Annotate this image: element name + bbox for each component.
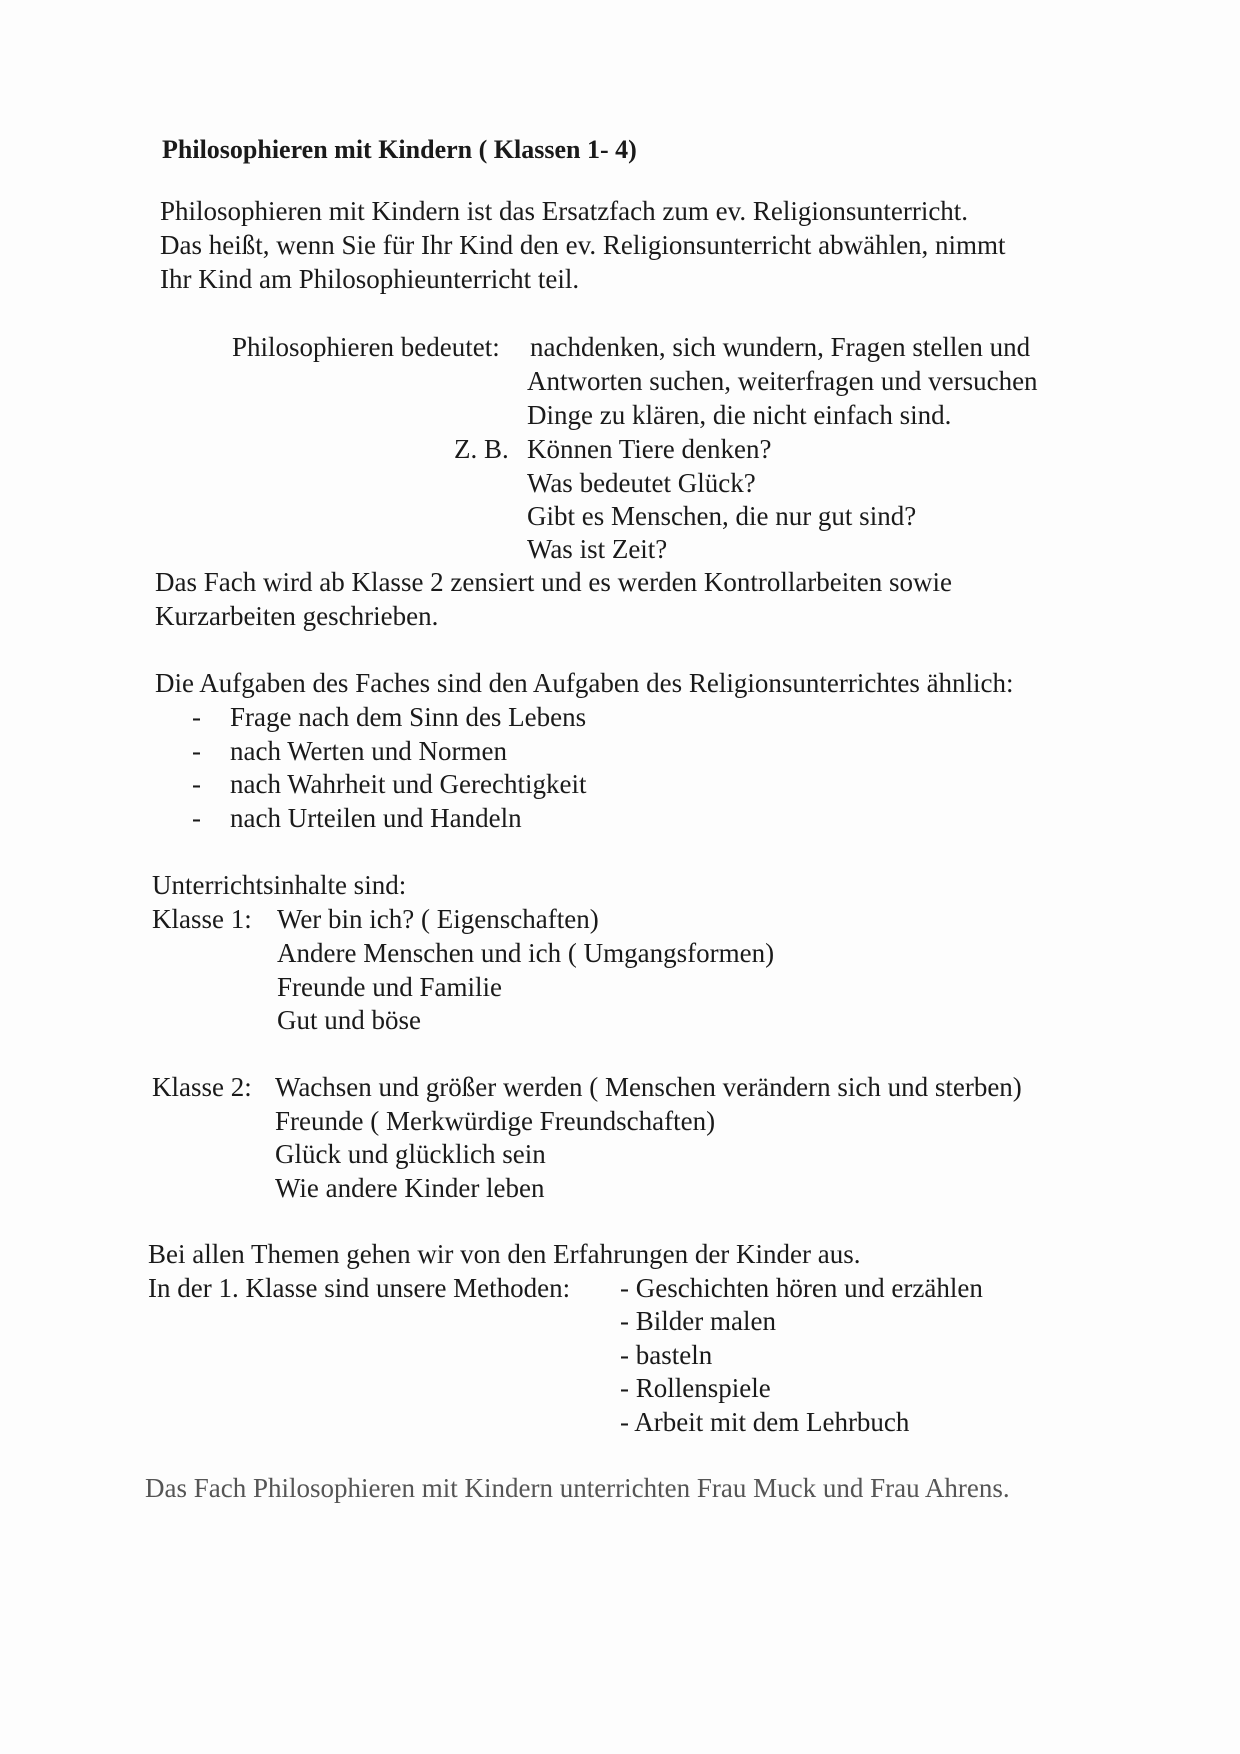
definition-line-3: Dinge zu klären, die nicht einfach sind. — [527, 400, 952, 430]
method-item-5: - Arbeit mit dem Lehrbuch — [620, 1407, 910, 1437]
definition-line-2: Antworten suchen, weiterfragen und versuchen — [527, 366, 1038, 396]
intro-line-3: Ihr Kind am Philosophieunterricht teil. — [160, 264, 580, 294]
intro-line-2: Das heißt, wenn Sie für Ihr Kind den ev. Religionsunterricht abwählen, nimmt — [160, 230, 1006, 260]
task-item-4: nach Urteilen und Handeln — [230, 803, 522, 833]
method-item-2: - Bilder malen — [620, 1306, 776, 1336]
task-bullet: - — [192, 736, 201, 766]
tasks-intro: Die Aufgaben des Faches sind den Aufgaben des Religionsunterrichtes ähnlich: — [155, 668, 1014, 698]
example-3: Gibt es Menschen, die nur gut sind? — [527, 501, 917, 531]
method-item-4: - Rollenspiele — [620, 1373, 771, 1403]
intro-line-1: Philosophieren mit Kindern ist das Ersatzfach zum ev. Religionsunterricht. — [160, 196, 969, 226]
klasse2-item-1: Wachsen und größer werden ( Menschen verändern sich und sterben) — [275, 1072, 1022, 1102]
contents-heading: Unterrichtsinhalte sind: — [152, 870, 407, 900]
method-item-1: - Geschichten hören und erzählen — [620, 1273, 983, 1303]
task-bullet: - — [192, 702, 201, 732]
klasse2-label: Klasse 2: — [152, 1072, 252, 1102]
task-item-2: nach Werten und Normen — [230, 736, 507, 766]
klasse2-item-3: Glück und glücklich sein — [275, 1139, 546, 1169]
example-2: Was bedeutet Glück? — [527, 468, 756, 498]
task-item-3: nach Wahrheit und Gerechtigkeit — [230, 769, 587, 799]
document-title: Philosophieren mit Kindern ( Klassen 1- 4) — [162, 135, 637, 164]
klasse1-item-2: Andere Menschen und ich ( Umgangsformen) — [277, 938, 775, 968]
footer-text: Das Fach Philosophieren mit Kindern unterrichten Frau Muck und Frau Ahrens. — [145, 1473, 1010, 1503]
task-bullet: - — [192, 803, 201, 833]
klasse2-item-2: Freunde ( Merkwürdige Freundschaften) — [275, 1106, 716, 1136]
example-1: Können Tiere denken? — [527, 434, 772, 464]
grading-line-1: Das Fach wird ab Klasse 2 zensiert und es werden Kontrollarbeiten sowie — [155, 567, 953, 597]
definition-label: Philosophieren bedeutet: — [232, 332, 500, 362]
method-item-3: - basteln — [620, 1340, 713, 1370]
task-bullet: - — [192, 769, 201, 799]
methods-label: In der 1. Klasse sind unsere Methoden: — [148, 1273, 571, 1303]
klasse1-label: Klasse 1: — [152, 904, 252, 934]
klasse1-item-1: Wer bin ich? ( Eigenschaften) — [277, 904, 599, 934]
klasse2-item-4: Wie andere Kinder leben — [275, 1173, 545, 1203]
methods-intro: Bei allen Themen gehen wir von den Erfahrungen der Kinder aus. — [148, 1239, 861, 1269]
example-4: Was ist Zeit? — [527, 534, 668, 564]
definition-line-1: nachdenken, sich wundern, Fragen stellen und — [530, 332, 1031, 362]
task-item-1: Frage nach dem Sinn des Lebens — [230, 702, 587, 732]
example-label: Z. B. — [454, 434, 509, 464]
klasse1-item-3: Freunde und Familie — [277, 972, 502, 1002]
grading-line-2: Kurzarbeiten geschrieben. — [155, 601, 439, 631]
klasse1-item-4: Gut und böse — [277, 1005, 421, 1035]
